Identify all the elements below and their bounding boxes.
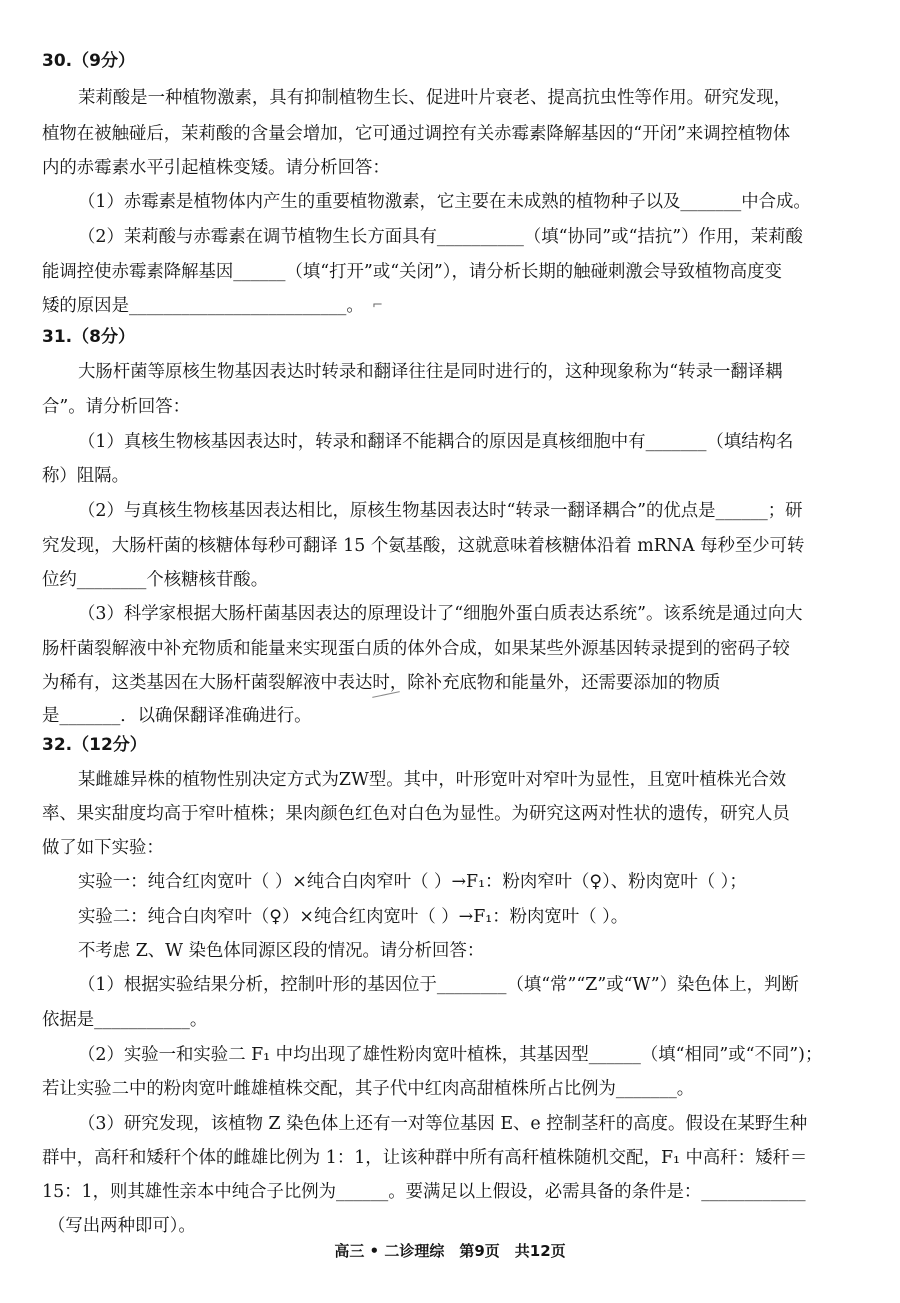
q31-line-10: 为稀有，这类基因在大肠杆菌裂解液中表达时，除补充底物和能量外，还需要添加的物质 bbox=[42, 673, 721, 693]
q30-line-4: （1）赤霉素是植物体内产生的重要植物激素，它主要在未成熟的植物种子以及_______中合成。 bbox=[78, 192, 811, 212]
q31-line-5: （2）与真核生物核基因表达相比，原核生物基因表达时“转录一翻译耦合”的优点是______；研 bbox=[78, 501, 803, 521]
q30-line-6: 能调控使赤霉素降解基因______（填“打开”或“关闭”），请分析长期的触碰刺激会导致植物高度变 bbox=[42, 262, 782, 282]
stray-pencil-mark: ⌐ bbox=[372, 298, 383, 313]
q32-line-9: （2）实验一和实验二 F₁ 中均出现了雄性粉肉宽叶植株，其基因型______（填“相同”或“不同”)； bbox=[78, 1045, 823, 1065]
q30-line-7: 矮的原因是_________________________。 bbox=[42, 296, 364, 316]
q31-line-8: （3）科学家根据大肠杆菌基因表达的原理设计了“细胞外蛋白质表达系统”。该系统是通过向大 bbox=[78, 604, 803, 624]
q32-experiment-1: 实验一：纯合红肉宽叶（ ）×纯合白肉窄叶（ ）→F₁：粉肉窄叶（♀）、粉肉宽叶（ ）； bbox=[78, 872, 747, 892]
q32-line-14: （写出两种即可）。 bbox=[48, 1216, 196, 1236]
q32-experiment-2: 实验二：纯合白肉窄叶（♀）×纯合红肉宽叶（ ）→F₁：粉肉宽叶（ ）。 bbox=[78, 907, 629, 927]
question-32-heading: 32.（12分） bbox=[42, 735, 147, 755]
q31-line-4: 称）阻隔。 bbox=[42, 466, 129, 486]
q32-line-6: 不考虑 Z、W 染色体同源区段的情况。请分析回答： bbox=[78, 941, 485, 961]
q31-line-6: 究发现，大肠杆菌的核糖体每秒可翻译 15 个氨基酸，这就意味着核糖体沿着 mRNA 每秒至少可转 bbox=[42, 536, 805, 556]
question-31-heading: 31.（8分） bbox=[42, 327, 135, 347]
q30-line-3: 内的赤霉素水平引起植株变矮。请分析回答： bbox=[42, 158, 390, 178]
q32-line-13: 15：1，则其雄性亲本中纯合子比例为______。要满足以上假设，必需具备的条件是：____________ bbox=[42, 1182, 806, 1202]
q32-line-12: 群中，高秆和矮秆个体的雌雄比例为 1：1，让该种群中所有高秆植株随机交配，F₁ 中高秆：矮秆＝ bbox=[42, 1148, 808, 1168]
q30-line-2: 植物在被触碰后，茉莉酸的含量会增加，它可通过调控有关赤霉素降解基因的“开闭”来调控植物体 bbox=[42, 124, 791, 144]
q32-line-7: （1）根据实验结果分析，控制叶形的基因位于________（填“常”“Z”或“W”）染色体上，判断 bbox=[78, 975, 799, 995]
q30-line-5: （2）茉莉酸与赤霉素在调节植物生长方面具有__________（填“协同”或“拮抗”）作用，茉莉酸 bbox=[78, 227, 803, 247]
q31-line-11: 是_______．以确保翻译准确进行。 bbox=[42, 706, 312, 726]
q32-line-8: 依据是___________。 bbox=[42, 1010, 208, 1030]
q31-line-7: 位约________个核糖核苷酸。 bbox=[42, 570, 269, 590]
q32-line-10: 若让实验二中的粉肉宽叶雌雄植株交配，其子代中红肉高甜植株所占比例为_______。 bbox=[42, 1079, 695, 1099]
q32-line-11: （3）研究发现，该植物 Z 染色体上还有一对等位基因 E、e 控制茎秆的高度。假设在某野生种 bbox=[78, 1114, 808, 1134]
q32-line-1: 某雌雄异株的植物性别决定方式为ZW型。其中，叶形宽叶对窄叶为显性，且宽叶植株光合效 bbox=[78, 770, 787, 790]
q31-line-3: （1）真核生物核基因表达时，转录和翻译不能耦合的原因是真核细胞中有_______（填结构名 bbox=[78, 432, 794, 452]
question-30-heading: 30.（9分） bbox=[42, 51, 135, 71]
q31-line-1: 大肠杆菌等原核生物基因表达时转录和翻译往往是同时进行的，这种现象称为“转录一翻译耦 bbox=[78, 362, 783, 382]
q32-line-2: 率、果实甜度均高于窄叶植株；果肉颜色红色对白色为显性。为研究这两对性状的遗传，研究人员 bbox=[42, 804, 790, 824]
q31-line-2: 合”。请分析回答： bbox=[42, 397, 191, 417]
page-footer: 高三 • 二诊理综 第9页 共12页 bbox=[334, 1242, 566, 1260]
q31-line-9: 肠杆菌裂解液中补充物质和能量来实现蛋白质的体外合成，如果某些外源基因转录提到的密码子较 bbox=[42, 639, 790, 659]
q32-line-3: 做了如下实验： bbox=[42, 838, 164, 858]
q30-line-1: 茉莉酸是一种植物激素，具有抑制植物生长、促进叶片衰老、提高抗虫性等作用。研究发现， bbox=[78, 88, 792, 108]
